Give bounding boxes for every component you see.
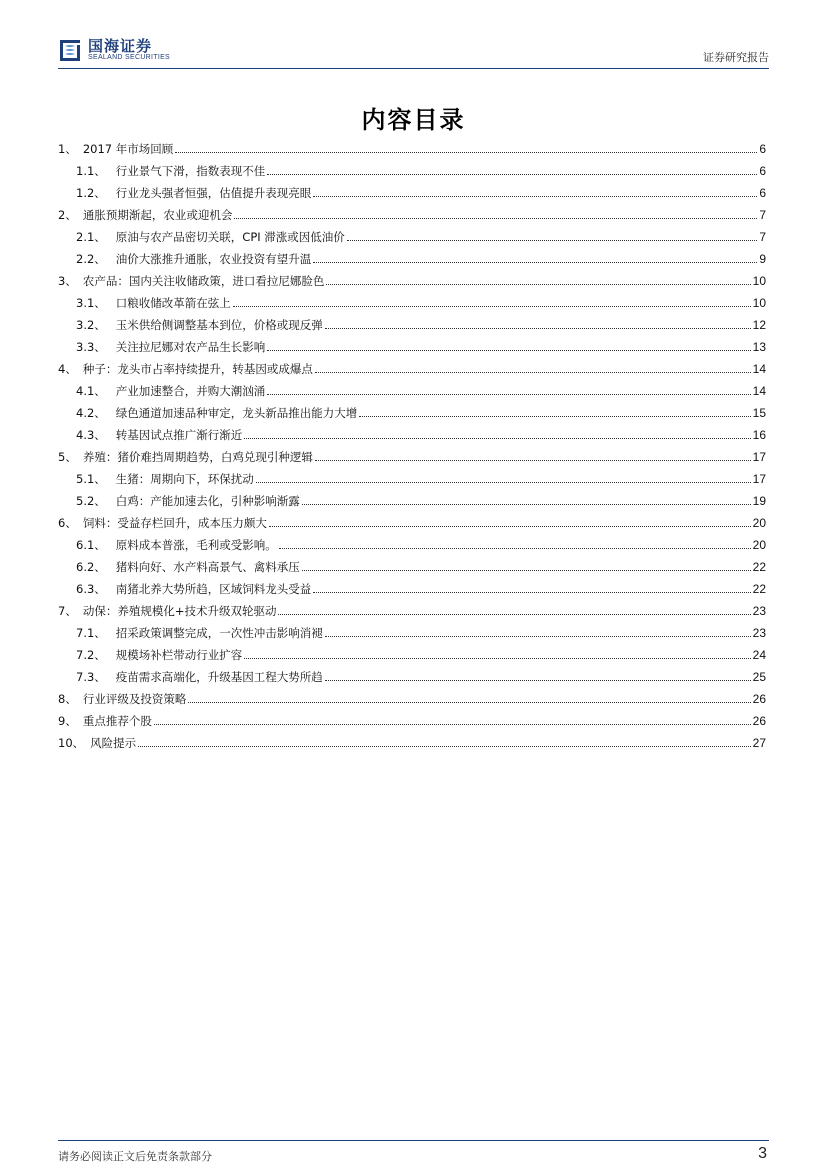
toc-entry-title: 农产品：国内关注收储政策，进口看拉尼娜脸色 — [82, 274, 325, 288]
toc-entry-page: 26 — [752, 714, 766, 728]
toc-entry-title: 产业加速整合，并购大潮汹涌 — [115, 384, 266, 398]
toc-entry[interactable] — [58, 709, 766, 731]
toc-entry[interactable] — [58, 203, 766, 225]
toc-entry-number: 2.1、 — [76, 230, 106, 244]
toc-entry[interactable] — [58, 467, 766, 489]
toc-entry-page: 10 — [752, 296, 766, 310]
toc-entry-title: 南猪北养大势所趋，区域饲料龙头受益 — [115, 582, 312, 596]
toc-entry-title: 油价大涨推升通胀，农业投资有望升温 — [115, 252, 312, 266]
toc-entry-page: 16 — [752, 428, 766, 442]
toc-entry-number: 4.3、 — [76, 428, 106, 442]
toc-entry-title: 疫苗需求高端化，升级基因工程大势所趋 — [115, 670, 323, 684]
toc-entry-page: 10 — [752, 274, 766, 288]
toc-entry-number: 4、 — [58, 362, 77, 376]
toc-entry-title: 白鸡：产能加速去化，引种影响渐露 — [115, 494, 300, 508]
toc-entry-number: 1、 — [58, 142, 77, 156]
toc-entry-number: 5.1、 — [76, 472, 106, 486]
toc-entry-page: 27 — [752, 736, 766, 750]
toc-entry[interactable] — [58, 379, 766, 401]
toc-entry-number: 6、 — [58, 516, 77, 530]
toc-entry-page: 9 — [759, 252, 766, 266]
toc-dot-leader — [315, 459, 751, 461]
toc-entry[interactable] — [58, 225, 766, 247]
toc-dot-leader — [269, 525, 751, 527]
toc-entry-page: 14 — [752, 362, 766, 376]
toc-entry-page: 12 — [752, 318, 766, 332]
toc-entry[interactable] — [58, 269, 766, 291]
toc-entry-page: 24 — [752, 648, 766, 662]
toc-entry-title: 转基因试点推广渐行渐近 — [115, 428, 243, 442]
toc-entry[interactable] — [58, 533, 766, 555]
toc-entry[interactable] — [58, 247, 766, 269]
logo-chinese-name: 国海证券 — [88, 37, 153, 55]
toc-entry-number: 7.3、 — [76, 670, 106, 684]
toc-entry-page: 6 — [759, 186, 766, 200]
toc-entry[interactable] — [58, 577, 766, 599]
toc-entry-number: 2.2、 — [76, 252, 106, 266]
toc-entry-page: 20 — [752, 538, 766, 552]
toc-entry[interactable] — [58, 555, 766, 577]
toc-entry-number: 6.3、 — [76, 582, 106, 596]
toc-entry-page: 14 — [752, 384, 766, 398]
toc-entry-title: 行业景气下滑，指数表现不佳 — [115, 164, 266, 178]
toc-entry-title: 招采政策调整完成，一次性冲击影响消褪 — [115, 626, 323, 640]
toc-entry-title: 风险提示 — [90, 736, 137, 750]
toc-dot-leader — [347, 239, 758, 241]
toc-entry-page: 15 — [752, 406, 766, 420]
toc-entry-number: 4.1、 — [76, 384, 106, 398]
toc-entry-page: 20 — [752, 516, 766, 530]
toc-entry[interactable] — [58, 401, 766, 423]
toc-dot-leader — [244, 657, 750, 659]
toc-entry-title: 猪料向好、水产料高景气、禽料承压 — [115, 560, 300, 574]
toc-entry[interactable] — [58, 445, 766, 467]
toc-entry-page: 7 — [759, 230, 766, 244]
toc-entry-number: 3.2、 — [76, 318, 106, 332]
toc-entry-number: 10、 — [58, 736, 85, 750]
toc-entry-title: 规模场补栏带动行业扩容 — [115, 648, 243, 662]
toc-entry[interactable] — [58, 357, 766, 379]
toc-entry-title: 行业龙头强者恒强，估值提升表现亮眼 — [115, 186, 312, 200]
toc-dot-leader — [302, 503, 751, 505]
toc-dot-leader — [256, 481, 751, 483]
toc-entry-title: 2017 年市场回顾 — [82, 142, 174, 156]
toc-entry-page: 25 — [752, 670, 766, 684]
toc-entry[interactable] — [58, 137, 766, 159]
toc-dot-leader — [278, 613, 750, 615]
toc-entry-page: 22 — [752, 582, 766, 596]
toc-entry[interactable] — [58, 423, 766, 445]
toc-entry-number: 8、 — [58, 692, 77, 706]
toc-dot-leader — [313, 591, 750, 593]
toc-entry-number: 1.2、 — [76, 186, 106, 200]
footer-divider — [58, 1140, 769, 1141]
toc-entry-page: 13 — [752, 340, 766, 354]
toc-entry[interactable] — [58, 159, 766, 181]
table-of-contents — [58, 137, 766, 753]
toc-entry-title: 生猪：周期向下，环保扰动 — [115, 472, 254, 486]
toc-entry[interactable] — [58, 291, 766, 313]
toc-entry-page: 19 — [752, 494, 766, 508]
toc-entry-page: 6 — [759, 142, 766, 156]
toc-dot-leader — [175, 151, 757, 153]
toc-entry-title: 动保：养殖规模化+技术升级双轮驱动 — [82, 604, 277, 618]
toc-dot-leader — [313, 195, 757, 197]
report-type-label: 证券研究报告 — [703, 51, 769, 64]
toc-entry-number: 7、 — [58, 604, 77, 618]
footer-disclaimer: 请务必阅读正文后免责条款部分 — [58, 1150, 212, 1163]
toc-dot-leader — [244, 437, 750, 439]
header-divider — [58, 68, 769, 69]
toc-entry-title: 饲料：受益存栏回升，成本压力颇大 — [82, 516, 267, 530]
toc-entry-number: 5、 — [58, 450, 77, 464]
page-number: 3 — [758, 1145, 767, 1162]
toc-dot-leader — [325, 327, 751, 329]
toc-dot-leader — [279, 547, 751, 549]
toc-dot-leader — [302, 569, 751, 571]
toc-entry[interactable] — [58, 313, 766, 335]
toc-entry[interactable] — [58, 181, 766, 203]
toc-entry[interactable] — [58, 621, 766, 643]
toc-entry-number: 1.1、 — [76, 164, 106, 178]
toc-dot-leader — [315, 371, 751, 373]
toc-dot-leader — [267, 173, 757, 175]
toc-entry-number: 3、 — [58, 274, 77, 288]
toc-entry[interactable] — [58, 511, 766, 533]
toc-entry-title: 口粮收储改革箭在弦上 — [115, 296, 231, 310]
toc-title: 内容目录 — [361, 106, 466, 134]
toc-entry-number: 6.1、 — [76, 538, 106, 552]
toc-entry-title: 种子：龙头市占率持续提升，转基因或成爆点 — [82, 362, 313, 376]
toc-dot-leader — [325, 635, 751, 637]
toc-entry-number: 2、 — [58, 208, 77, 222]
toc-entry-page: 17 — [752, 450, 766, 464]
toc-entry-number: 6.2、 — [76, 560, 106, 574]
toc-entry-title: 绿色通道加速品种审定，龙头新品推出能力大增 — [115, 406, 358, 420]
toc-dot-leader — [267, 393, 750, 395]
toc-dot-leader — [325, 679, 751, 681]
page-header — [0, 0, 827, 70]
toc-entry[interactable] — [58, 687, 766, 709]
toc-dot-leader — [234, 217, 757, 219]
toc-entry-number: 9、 — [58, 714, 77, 728]
toc-entry-page: 23 — [752, 604, 766, 618]
toc-entry-title: 玉米供给侧调整基本到位，价格或现反弹 — [115, 318, 323, 332]
toc-entry-page: 17 — [752, 472, 766, 486]
toc-entry[interactable] — [58, 599, 766, 621]
toc-entry-number: 7.2、 — [76, 648, 106, 662]
toc-dot-leader — [313, 261, 757, 263]
toc-entry[interactable] — [58, 335, 766, 357]
toc-entry-number: 3.3、 — [76, 340, 106, 354]
toc-entry-number: 4.2、 — [76, 406, 106, 420]
toc-entry-number: 7.1、 — [76, 626, 106, 640]
toc-entry-title: 重点推荐个股 — [82, 714, 152, 728]
toc-entry-title: 养殖：猪价难挡周期趋势，白鸡兑现引种逻辑 — [82, 450, 313, 464]
logo-english-name: SEALAND SECURITIES — [88, 54, 171, 61]
toc-entry-page: 6 — [759, 164, 766, 178]
toc-dot-leader — [138, 745, 751, 747]
toc-entry-title: 原油与农产品密切关联，CPI 滞涨或因低油价 — [115, 230, 345, 244]
toc-entry-number: 5.2、 — [76, 494, 106, 508]
toc-entry-title: 行业评级及投资策略 — [82, 692, 187, 706]
toc-dot-leader — [359, 415, 750, 417]
toc-entry-title: 通胀预期渐起，农业或迎机会 — [82, 208, 233, 222]
toc-entry-page: 7 — [759, 208, 766, 222]
toc-entry-page: 26 — [752, 692, 766, 706]
toc-entry[interactable] — [58, 643, 766, 665]
toc-dot-leader — [154, 723, 751, 725]
toc-dot-leader — [326, 283, 750, 285]
toc-entry[interactable] — [58, 731, 766, 753]
toc-entry-page: 23 — [752, 626, 766, 640]
logo-mark-icon — [58, 36, 82, 62]
toc-entry-page: 22 — [752, 560, 766, 574]
toc-dot-leader — [267, 349, 750, 351]
toc-entry-title: 关注拉尼娜对农产品生长影响 — [115, 340, 266, 354]
toc-entry-title: 原料成本普涨，毛利或受影响。 — [115, 538, 277, 552]
toc-entry[interactable] — [58, 665, 766, 687]
toc-entry-number: 3.1、 — [76, 296, 106, 310]
toc-entry[interactable] — [58, 489, 766, 511]
toc-dot-leader — [233, 305, 751, 307]
toc-dot-leader — [188, 701, 750, 703]
